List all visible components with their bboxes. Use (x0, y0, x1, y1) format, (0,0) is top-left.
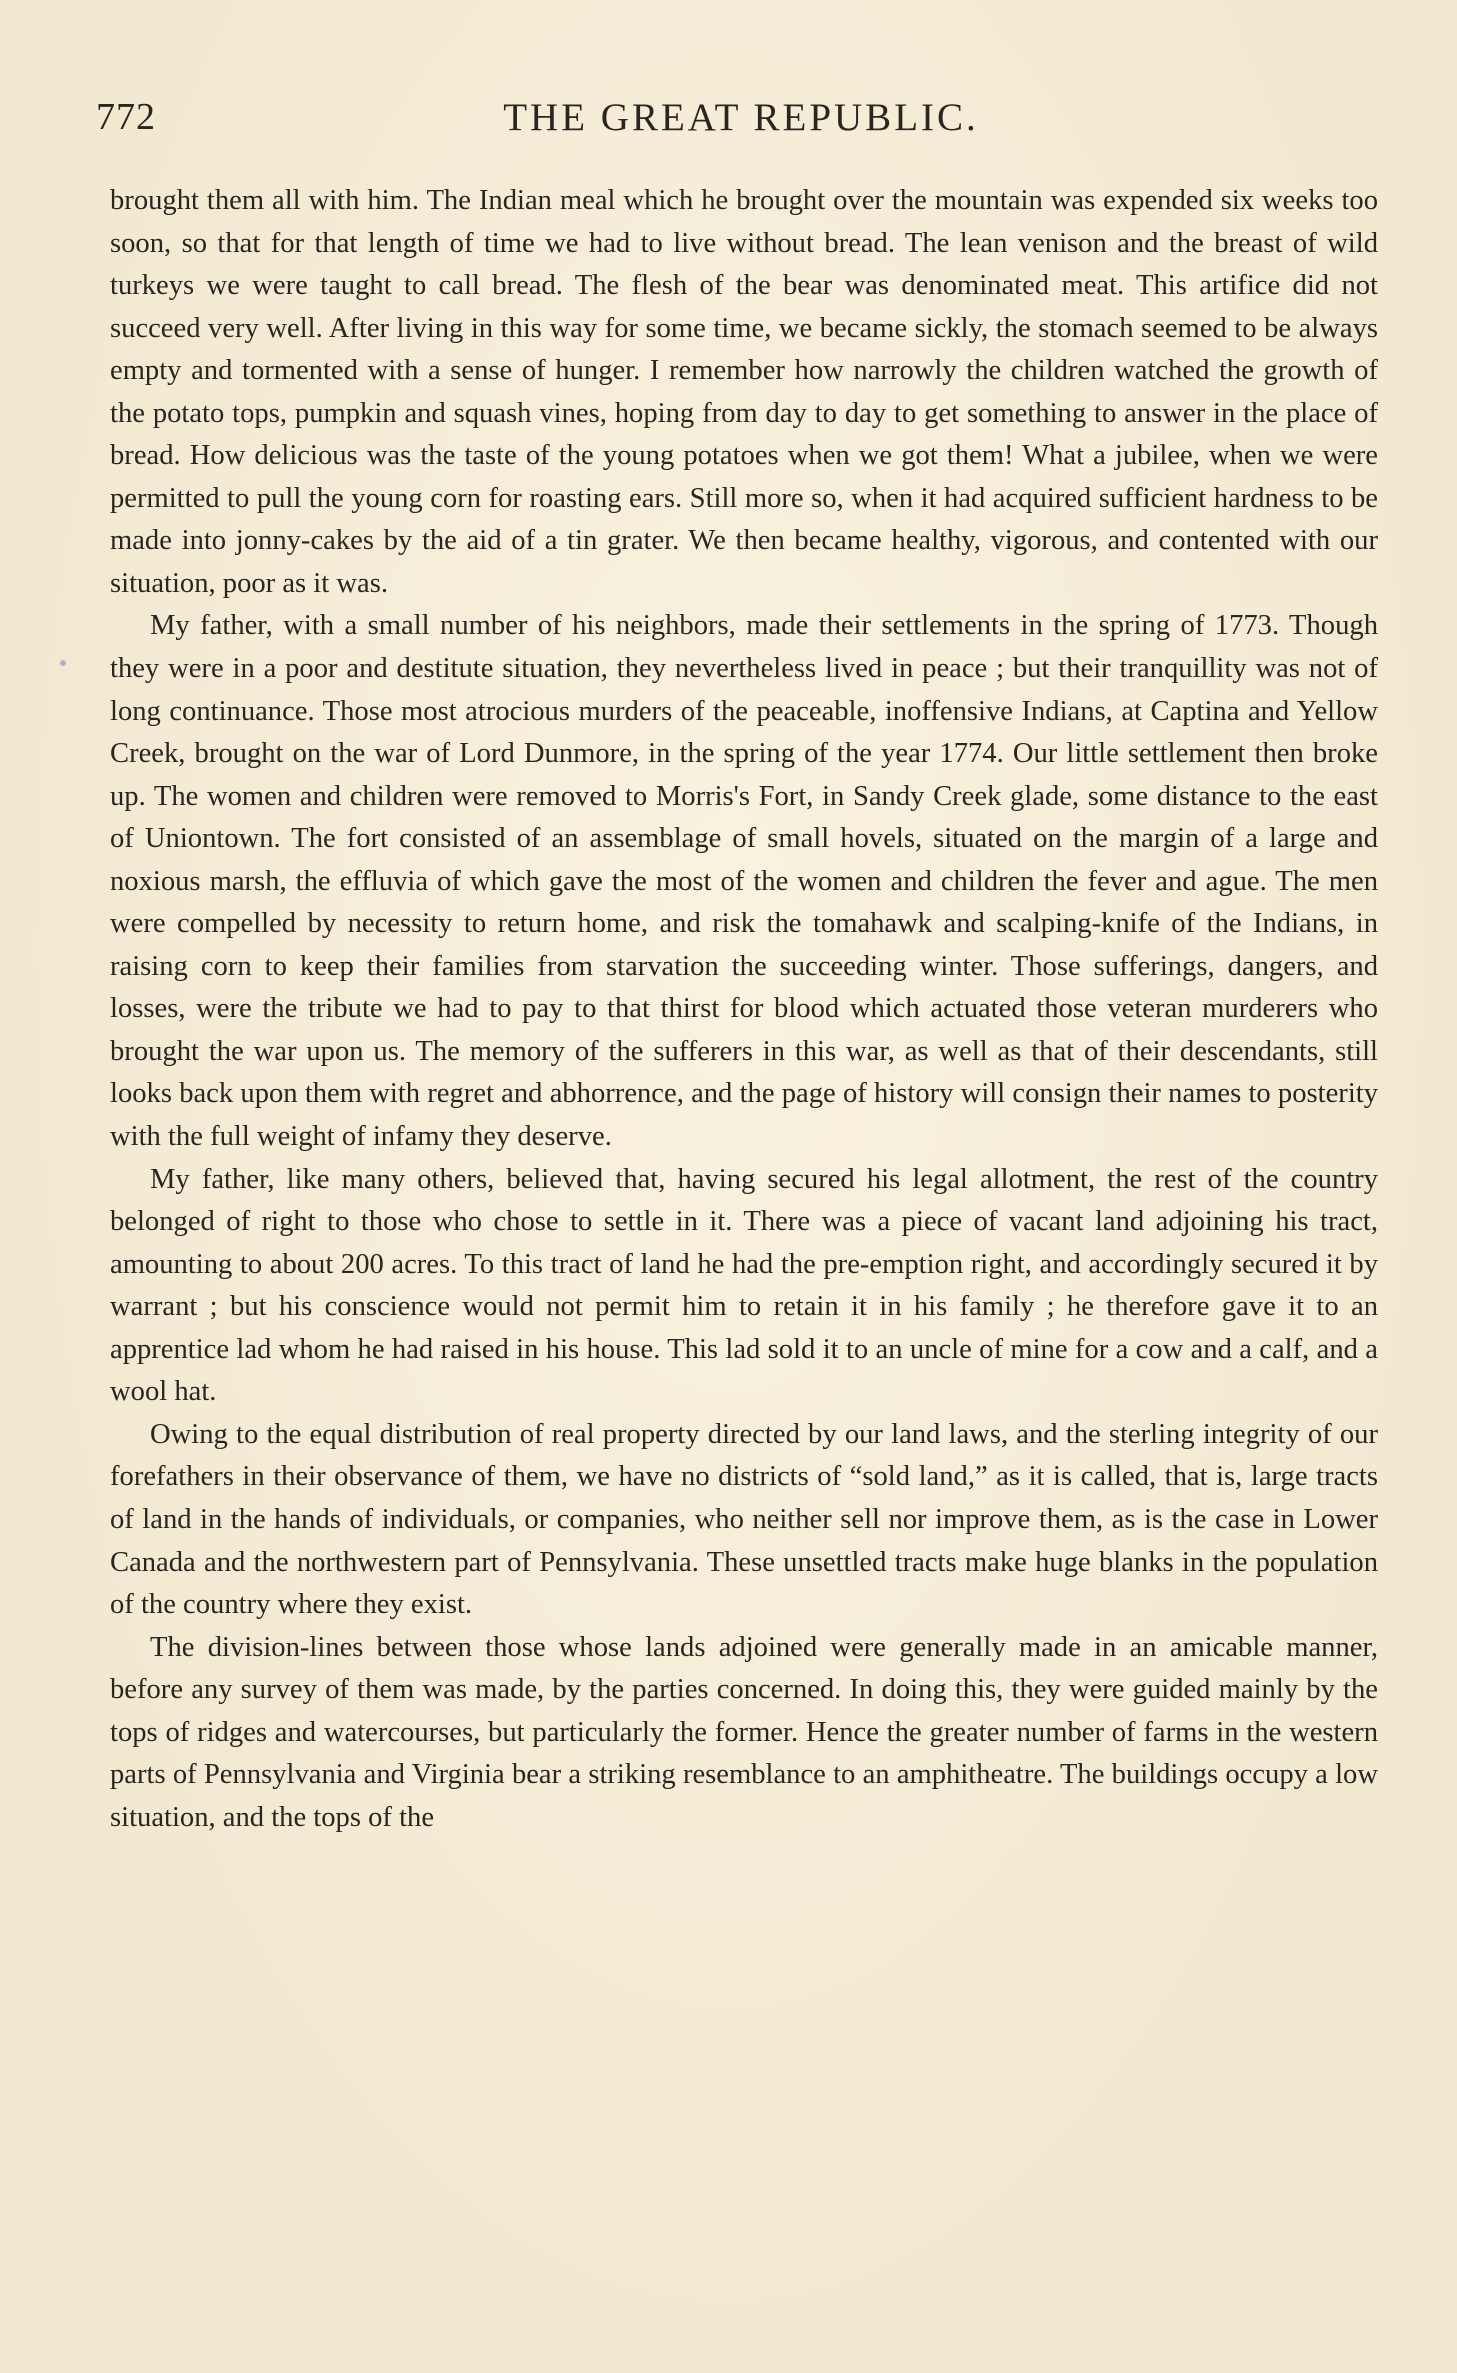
paragraph-3: My father, like many others, believed that, having secured his legal allotment, the rest of the country belonged of right to those who chose to settle in it. There was a piece of vacant land adjoining his tract, amounting to about 200 acres. To this tract of land he had the pre-emption right, and accordingly secured it by warrant ; but his conscience would not permit him to retain it in his family ; he therefore gave it to an apprentice lad whom he had raised in his house. This lad sold it to an uncle of mine for a cow and a calf, and a wool hat. (110, 1163, 1378, 1408)
page-number: 772 (96, 96, 156, 138)
body-text (110, 180, 1378, 1839)
page-title: THE GREAT REPUBLIC. (503, 96, 979, 139)
print-speck (60, 660, 66, 666)
running-head (96, 95, 1386, 149)
paragraph-5: The division-lines between those whose lands adjoined were generally made in an amicable manner, before any survey of them was made, by the parties concerned. In doing this, they were guided mainly by the tops of ridges and watercourses, but particularly the former. Hence the greater number of farms in the western parts of Pennsylvania and Virginia bear a striking resemblance to an amphitheatre. The buildings occupy a low situation, and the tops of the (110, 1631, 1378, 1833)
paragraph-4: Owing to the equal distribution of real property directed by our land laws, and the sterling integrity of our forefathers in their observance of them, we have no districts of “sold land,” as it is called, that is, large tracts of land in the hands of individuals, or companies, who neither sell nor improve them, as is the case in Lower Canada and the northwestern part of Pennsylvania. These unsettled tracts make huge blanks in the population of the country where they exist. (110, 1418, 1378, 1621)
paragraph-1: brought them all with him. The Indian meal which he brought over the mountain was expended six weeks too soon, so that for that length of time we had to live without bread. The lean venison and the breast of wild turkeys we were taught to call bread. The flesh of the bear was denominated meat. This artifice did not succeed very well. After living in this way for some time, we became sickly, the stomach seemed to be always empty and tormented with a sense of hunger. I remember how narrowly the children watched the growth of the potato tops, pumpkin and squash vines, hoping from day to day to get something to answer in the place of bread. How delicious was the taste of the young potatoes when we got them! What a jubilee, when we were permitted to pull the young corn for roasting ears. Still more so, when it had acquired sufficient hardness to be made into jonny-cakes by the aid of a tin grater. We then became healthy, vigorous, and contented with our situation, poor as it was. (110, 185, 1378, 599)
paragraph-2: My father, with a small number of his neighbors, made their settlements in the spring of 1773. Though they were in a poor and destitute situation, they nevertheless lived in peace ; but their tranquillity was not of long continuance. Those most atrocious murders of the peaceable, inoffensive Indians, at Captina and Yellow Creek, brought on the war of Lord Dunmore, in the spring of the year 1774. Our little settlement then broke up. The women and children were removed to Morris's Fort, in Sandy Creek glade, some distance to the east of Uniontown. The fort consisted of an assemblage of small hovels, situated on the margin of a large and noxious marsh, the effluvia of which gave the most of the women and children the fever and ague. The men were compelled by necessity to return home, and risk the tomahawk and scalping-knife of the Indians, in raising corn to keep their families from starvation the succeeding winter. Those sufferings, dangers, and losses, were the tribute we had to pay to that thirst for blood which actuated those veteran murderers who brought the war upon us. The memory of the sufferers in this war, as well as that of their descendants, still looks back upon them with regret and abhorrence, and the page of history will consign their names to posterity with the full weight of infamy they deserve. (110, 610, 1378, 1153)
